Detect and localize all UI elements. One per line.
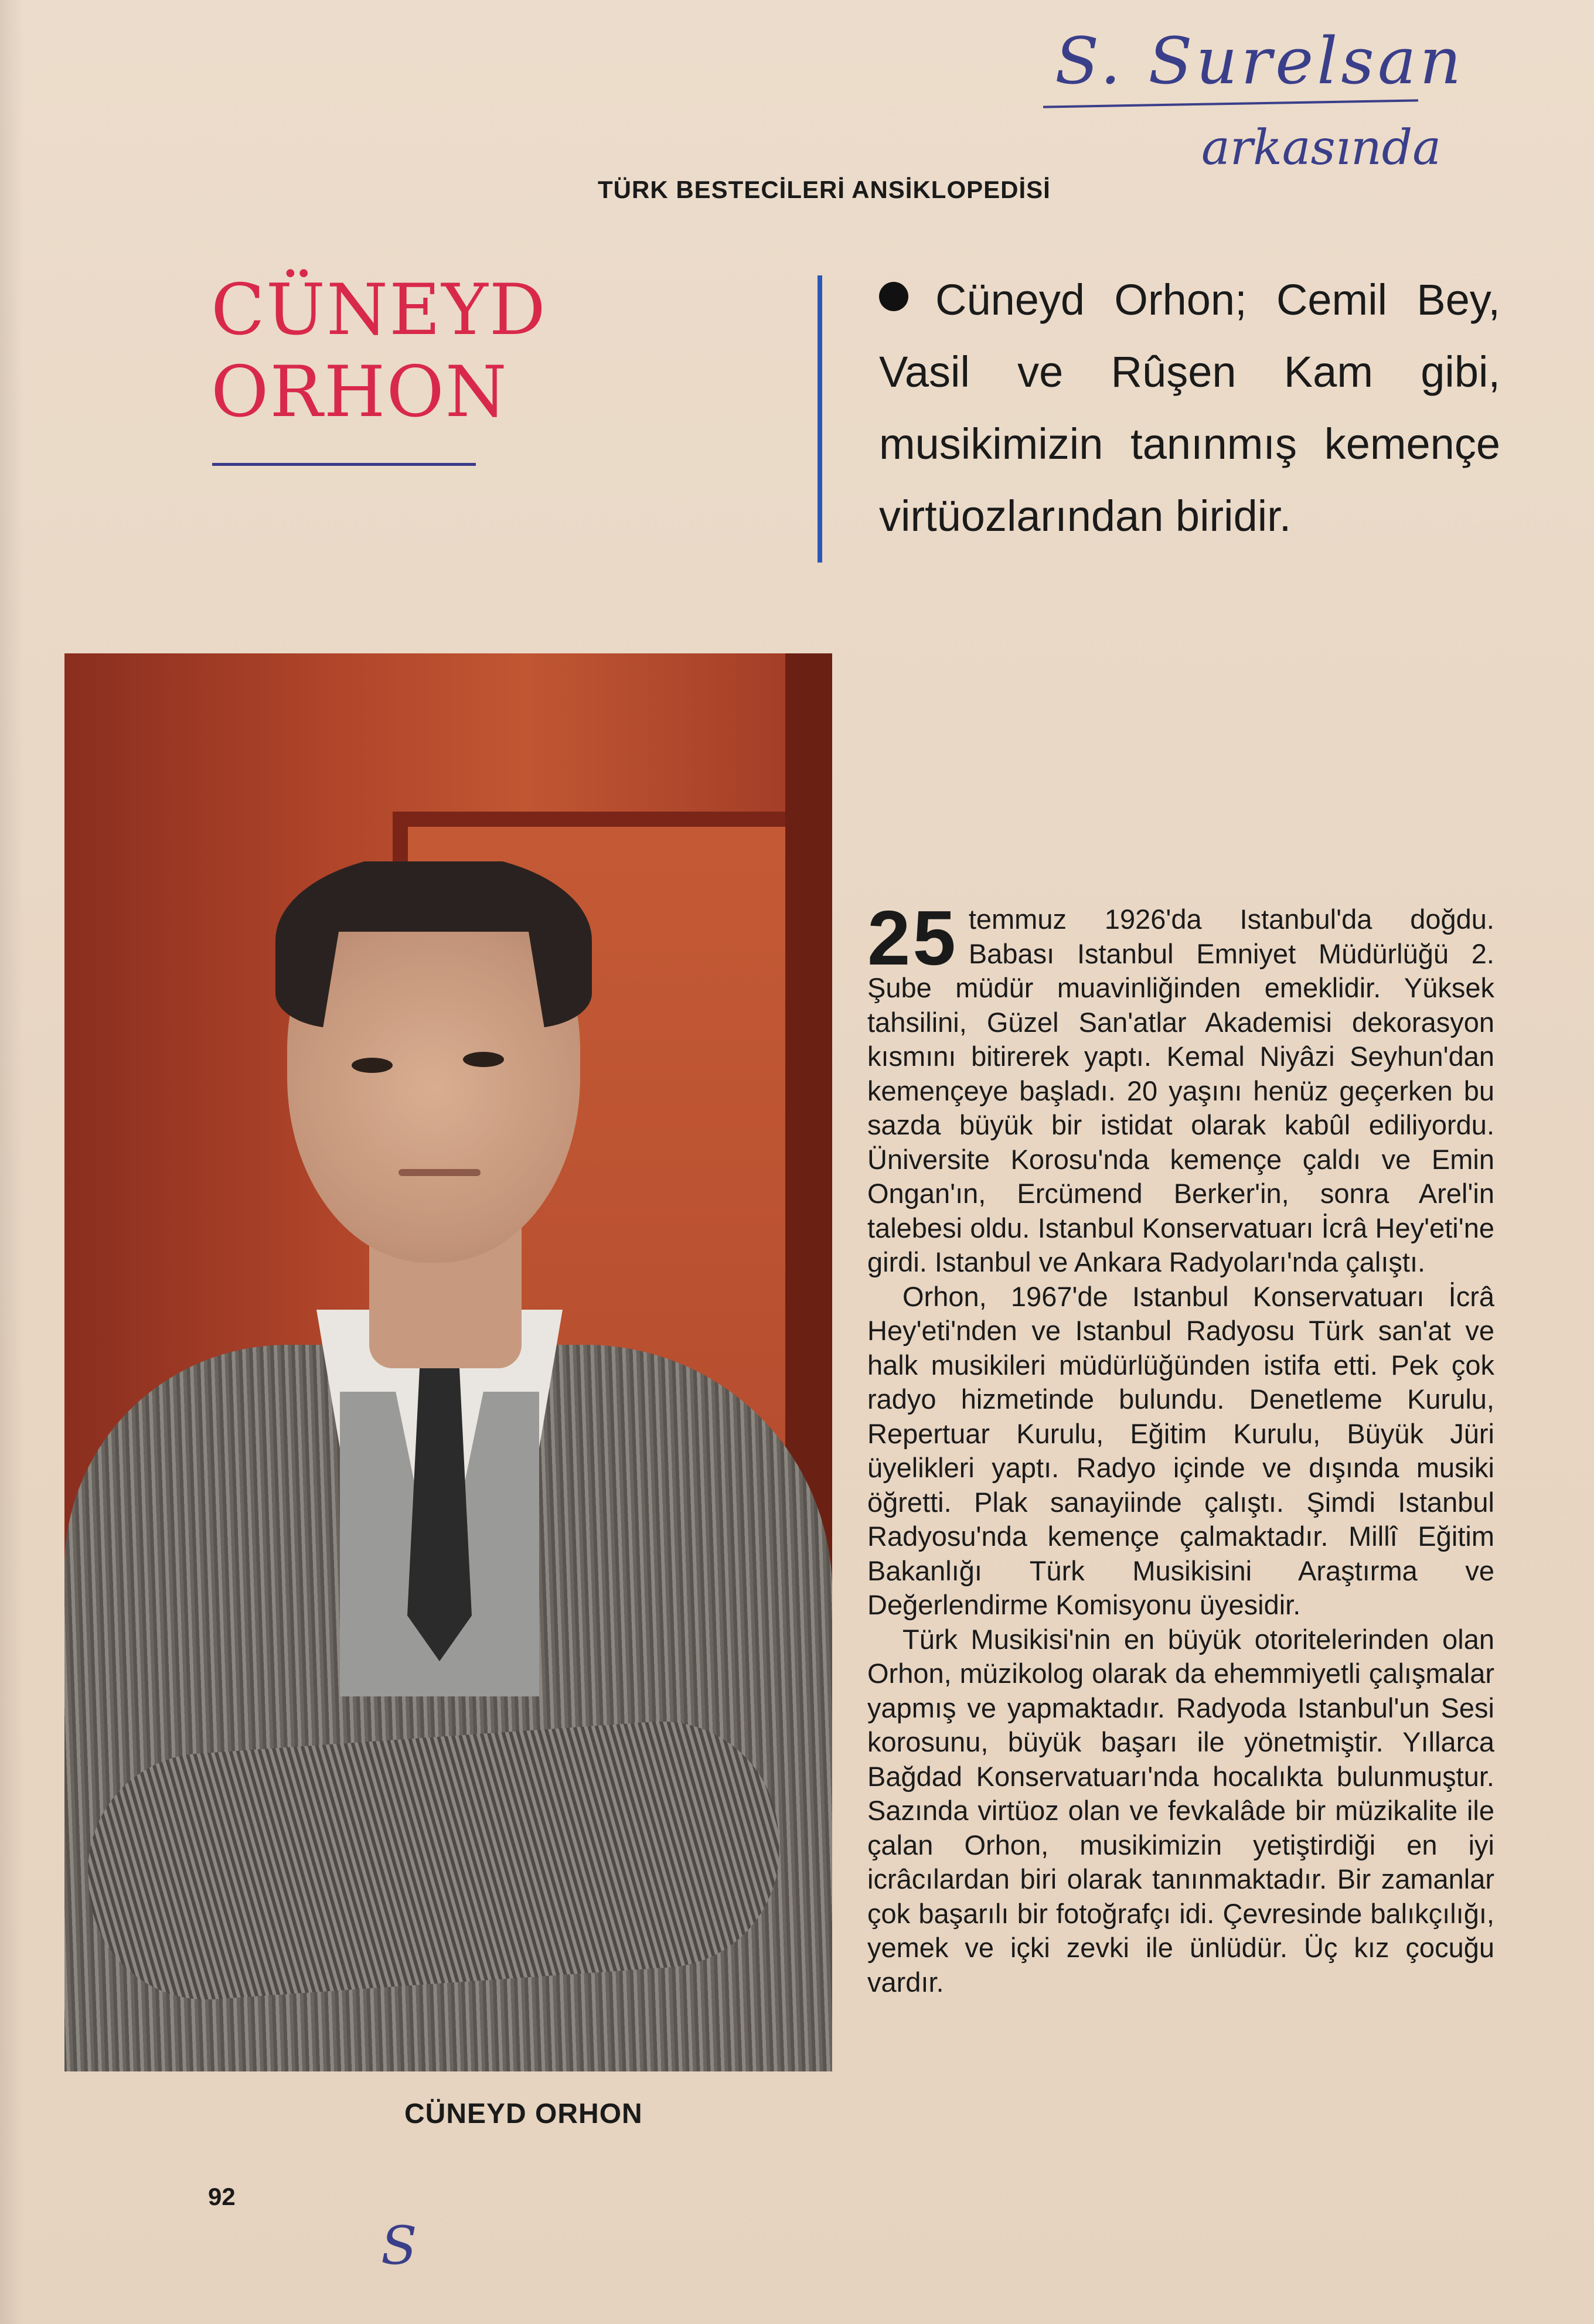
- article-paragraph: Orhon, 1967'de Istanbul Konservatuarı İcrâ Hey'eti'nden ve Istanbul Radyosu Türk san'at ve halk musikileri müdürlüğünden istifa etti. Pek çok radyo hizmetinde bulundu. Denetleme Kurulu, Repertuar Kurulu, Eğitim Kurulu, Büyük Jüri üyelikleri yaptı. Radyo içinde ve dışında musiki öğretti. Plak sanayiinde çalıştı. Şimdi Istanbul Radyosu'nda kemençe çalmaktadır. Millî Eğitim Bakanlığı Türk Musikisini Araştırma ve Değerlendirme Komisyonu üyesidir.: [867, 1280, 1494, 1620]
- handwritten-mark: S: [381, 2215, 417, 2277]
- intro-divider-bar: [818, 275, 822, 563]
- photo-mouth: [398, 1169, 481, 1176]
- handwritten-underline: [1043, 99, 1418, 108]
- portrait-photo: [64, 653, 832, 2071]
- drop-cap: 25: [867, 895, 958, 981]
- article-title: [211, 270, 547, 434]
- intro-paragraph: [879, 264, 1500, 552]
- article-paragraph: Türk Musikisi'nin en büyük otoritelerinden olan Orhon, müzikolog olarak da ehemmiyetli çalışmalar yapmış ve yapmaktadır. Radyoda Istanbul'un Sesi korosunu, büyük başarı ile yönetmiştir. Yıllarca Bağdad Konservatuarı'nda hocalıkta bulunmuştur. Sazında virtüoz olan ve fevkalâde bir müzikalite ile çalan Orhon, musikimizin yetiştirdiği en iyi icrâcılardan biri olarak tanınmaktadır. Bir zamanlar çok başarılı bir fotoğrafçı idi. Çevresinde balıkçılığı, yemek ve içki zevki ile ünlüdür. Üç kız çocuğu vardır.: [867, 1623, 1494, 1998]
- handwritten-note-sub: arkasında: [1201, 120, 1442, 176]
- bullet-icon: [879, 282, 908, 311]
- page-number: 92: [208, 2183, 236, 2210]
- title-line-1: CÜNEYD: [211, 270, 547, 351]
- handwritten-note: S. Surelsan: [1055, 23, 1465, 98]
- photo-crossed-arms: [80, 1713, 787, 2007]
- photo-eye-right: [463, 1052, 504, 1067]
- paragraph-text: temmuz 1926'da Istanbul'da doğdu. Babası Istanbul Emniyet Müdürlüğü 2. Şube müdür muavinliğinden emeklidir. Yüksek tahsilini, Güzel San'atlar Akademisi dekorasyon kısmını bitirerek yaptı. Kemal Niyâzi Seyhun'dan kemençeye başladı. 20 yaşını henüz geçerken bu sazda büyük bir istidat olarak kabûl ediliyordu. Üniversite Korosu'nda kemençe çaldı ve Emin Ongan'ın, Ercümend Berker'in, sonra Arel'in talebesi oldu. Istanbul Konservatuarı İcrâ Hey'eti'ne girdi. Istanbul ve Ankara Radyoları'nda çalıştı.: [867, 904, 1494, 1277]
- intro-text: Cüneyd Orhon; Cemil Bey, Vasil ve Rûşen Kam gibi, musikimizin tanınmış kemençe virtüozlarından biridir.: [879, 275, 1500, 540]
- biography-article: [867, 895, 1494, 1999]
- title-line-2: ORHON: [211, 352, 508, 433]
- article-paragraph: [867, 895, 1494, 1280]
- title-underline: [212, 463, 476, 466]
- encyclopedia-header: TÜRK BESTECİLERİ ANSİKLOPEDİSİ: [598, 176, 1051, 203]
- photo-eye-left: [352, 1058, 393, 1073]
- scan-shadow-left: [0, 0, 23, 2324]
- photo-caption: CÜNEYD ORHON: [404, 2098, 643, 2129]
